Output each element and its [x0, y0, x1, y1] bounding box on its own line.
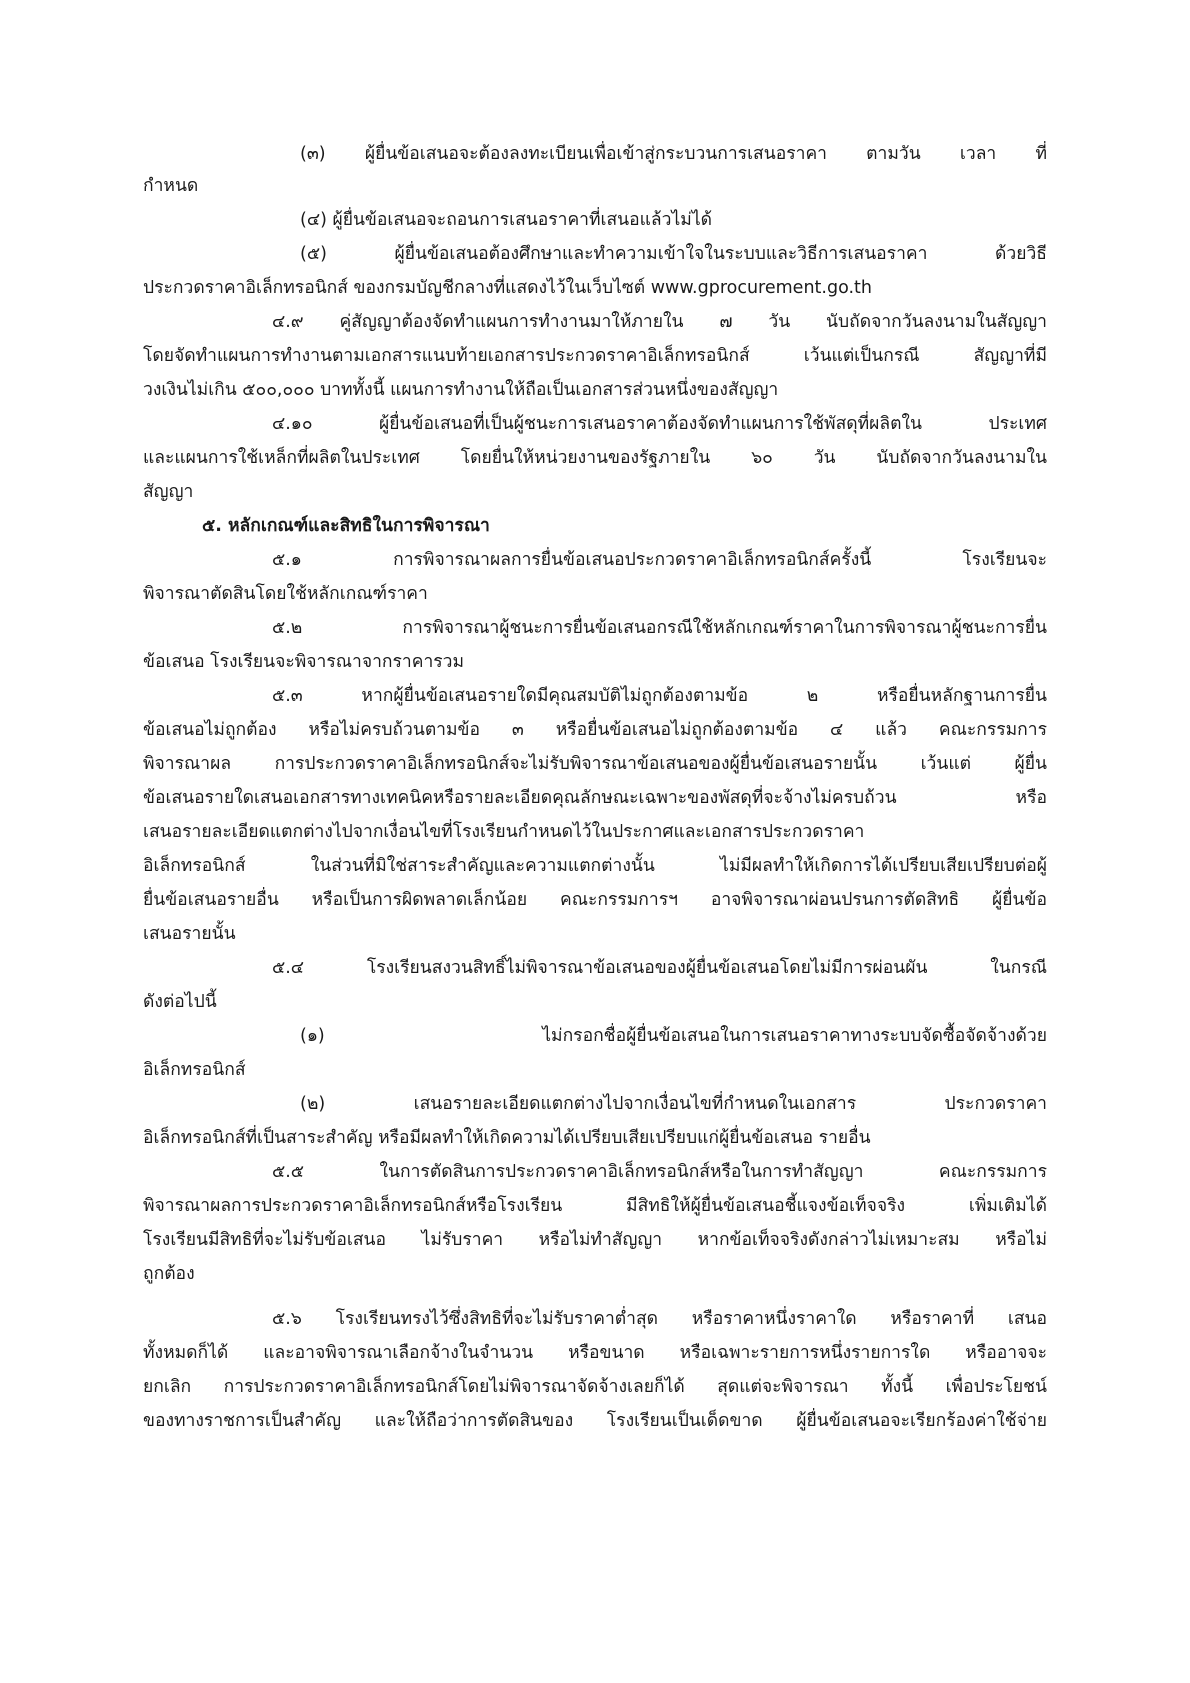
text-line: โดยจัดทำแผนการทำงานตามเอกสารแนบท้ายเอกสารประกวดราคาอิเล็กทรอนิกส์ เว้นแต่เป็นกรณี สัญญาที่มี [143, 346, 1047, 366]
text-line: อิเล็กทรอนิกส์ ในส่วนที่มิใช่สาระสำคัญและความแตกต่างนั้น ไม่มีผลทำให้เกิดการได้เปรียบเสียเปรียบต่อผู้ [143, 856, 1047, 876]
text-line: ข้อเสนอ โรงเรียนจะพิจารณาจากราคารวม [143, 652, 465, 672]
text-line: ของทางราชการเป็นสำคัญ และให้ถือว่าการตัดสินของ โรงเรียนเป็นเด็ดขาด ผู้ยื่นข้อเสนอจะเรียกร้องค่าใช้จ่าย [143, 1411, 1047, 1431]
text-line: (๔) ผู้ยื่นข้อเสนอจะถอนการเสนอราคาที่เสนอแล้วไม่ได้ [300, 210, 712, 230]
text-line: ยกเลิก การประกวดราคาอิเล็กทรอนิกส์โดยไม่พิจารณาจัดจ้างเลยก็ได้ สุดแต่จะพิจารณา ทั้งนี้ เพื่อประโยชน์ [143, 1377, 1047, 1397]
text-line: พิจารณาผลการประกวดราคาอิเล็กทรอนิกส์หรือโรงเรียน มีสิทธิให้ผู้ยื่นข้อเสนอชี้แจงข้อเท็จจริง เพิ่มเติมได้ [143, 1196, 1047, 1216]
text-line: สัญญา [143, 482, 194, 502]
text-line: เสนอรายนั้น [143, 924, 236, 944]
text-line: โรงเรียนมีสิทธิที่จะไม่รับข้อเสนอ ไม่รับราคา หรือไม่ทำสัญญา หากข้อเท็จจริงดังกล่าวไม่เหมาะสม หรือไม่ [143, 1230, 1047, 1250]
text-line: พิจารณาตัดสินโดยใช้หลักเกณฑ์ราคา [143, 584, 428, 604]
text-line: ทั้งหมดก็ได้ และอาจพิจารณาเลือกจ้างในจำนวน หรือขนาด หรือเฉพาะรายการหนึ่งรายการใด หรืออาจจะ [143, 1343, 1047, 1363]
text-line: ๕.๖ โรงเรียนทรงไว้ซึ่งสิทธิที่จะไม่รับราคาต่ำสุด หรือราคาหนึ่งราคาใด หรือราคาที่ เสนอ [272, 1309, 1047, 1329]
text-line: อิเล็กทรอนิกส์ [143, 1060, 246, 1080]
text-line: ข้อเสนอไม่ถูกต้อง หรือไม่ครบถ้วนตามข้อ ๓ หรือยื่นข้อเสนอไม่ถูกต้องตามข้อ ๔ แล้ว คณะกรรมการ [143, 720, 1047, 740]
text-line: ถูกต้อง [143, 1264, 195, 1284]
text-line: ๕.๕ ในการตัดสินการประกวดราคาอิเล็กทรอนิกส์หรือในการทำสัญญา คณะกรรมการ [272, 1162, 1047, 1182]
text-line: ๕.๑ การพิจารณาผลการยื่นข้อเสนอประกวดราคาอิเล็กทรอนิกส์ครั้งนี้ โรงเรียนจะ [272, 550, 1047, 570]
text-line: (๒) เสนอรายละเอียดแตกต่างไปจากเงื่อนไขที่กำหนดในเอกสาร ประกวดราคา [300, 1094, 1047, 1114]
text-line: กำหนด [143, 176, 199, 196]
text-line: ๕.๔ โรงเรียนสงวนสิทธิ์ไม่พิจารณาข้อเสนอของผู้ยื่นข้อเสนอโดยไม่มีการผ่อนผัน ในกรณี [272, 958, 1047, 978]
text-line: พิจารณาผล การประกวดราคาอิเล็กทรอนิกส์จะไม่รับพิจารณาข้อเสนอของผู้ยื่นข้อเสนอรายนั้น เว้นแต่ ผู้ยื่น [143, 754, 1047, 774]
text-line: ยื่นข้อเสนอรายอื่น หรือเป็นการผิดพลาดเล็กน้อย คณะกรรมการฯ อาจพิจารณาผ่อนปรนการตัดสิทธิ ผู้ยื่นข้อ [143, 890, 1047, 910]
text-line: ๕.๒ การพิจารณาผู้ชนะการยื่นข้อเสนอกรณีใช้หลักเกณฑ์ราคาในการพิจารณาผู้ชนะการยื่น [272, 618, 1047, 638]
text-line: ดังต่อไปนี้ [143, 992, 217, 1012]
text-line: (๑) ไม่กรอกชื่อผู้ยื่นข้อเสนอในการเสนอราคาทางระบบจัดซื้อจัดจ้างด้วย [300, 1026, 1047, 1046]
text-line: ข้อเสนอรายใดเสนอเอกสารทางเทคนิคหรือรายละเอียดคุณลักษณะเฉพาะของพัสดุที่จะจ้างไม่ครบถ้วน หรือ [143, 788, 1047, 808]
text-line: วงเงินไม่เกิน ๕๐๐,๐๐๐ บาททั้งนี้ แผนการทำงานให้ถือเป็นเอกสารส่วนหนึ่งของสัญญา [143, 380, 779, 400]
text-line: อิเล็กทรอนิกส์ที่เป็นสาระสำคัญ หรือมีผลทำให้เกิดความได้เปรียบเสียเปรียบแก่ผู้ยื่นข้อเสนอ รายอื่น [143, 1128, 871, 1148]
text-line: ๔.๙ คู่สัญญาต้องจัดทำแผนการทำงานมาให้ภายใน ๗ วัน นับถัดจากวันลงนามในสัญญา [272, 312, 1047, 332]
text-line: และแผนการใช้เหล็กที่ผลิตในประเทศ โดยยื่นให้หน่วยงานของรัฐภายใน ๖๐ วัน นับถัดจากวันลงนามใน [143, 448, 1047, 468]
section-heading: ๕. หลักเกณฑ์และสิทธิในการพิจารณา [202, 516, 490, 536]
text-line: ประกวดราคาอิเล็กทรอนิกส์ ของกรมบัญชีกลางที่แสดงไว้ในเว็บไซต์ www.gprocurement.go.th [143, 278, 872, 298]
text-line: (๕) ผู้ยื่นข้อเสนอต้องศึกษาและทำความเข้าใจในระบบและวิธีการเสนอราคา ด้วยวิธี [300, 244, 1047, 264]
text-line: (๓) ผู้ยื่นข้อเสนอจะต้องลงทะเบียนเพื่อเข้าสู่กระบวนการเสนอราคา ตามวัน เวลา ที่ [300, 144, 1047, 164]
text-line: ๔.๑๐ ผู้ยื่นข้อเสนอที่เป็นผู้ชนะการเสนอราคาต้องจัดทำแผนการใช้พัสดุที่ผลิตใน ประเทศ [272, 414, 1047, 434]
text-line: ๕.๓ หากผู้ยื่นข้อเสนอรายใดมีคุณสมบัติไม่ถูกต้องตามข้อ ๒ หรือยื่นหลักฐานการยื่น [272, 686, 1047, 706]
text-line: เสนอรายละเอียดแตกต่างไปจากเงื่อนไขที่โรงเรียนกำหนดไว้ในประกาศและเอกสารประกวดราคา [143, 822, 865, 842]
